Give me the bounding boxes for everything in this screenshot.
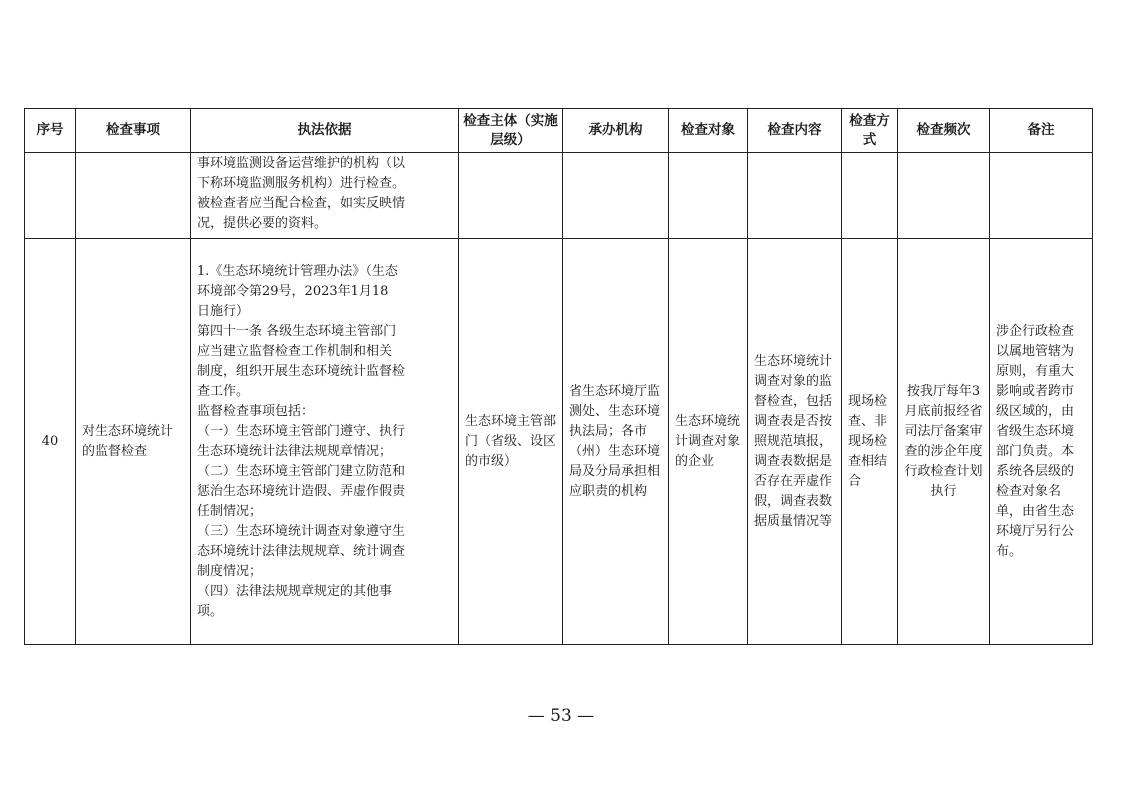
cell-organ: 省生态环境厅监测处、生态环境执法局；各市（州）生态环境局及分局承担相应职责的机构 — [563, 239, 669, 645]
basis-line: 第四十一条 各级生态环境主管部门 — [197, 323, 397, 339]
cell-empty — [76, 153, 191, 239]
basis-line: 事环境监测设备运营维护的机构（以 — [197, 156, 406, 171]
header-target: 检查对象 — [669, 109, 748, 153]
header-remark: 备注 — [990, 109, 1093, 153]
basis-line: （一）生态环境主管部门遵守、执行 — [197, 423, 406, 439]
basis-line: 惩治生态环境统计造假、弄虚作假责 — [197, 483, 406, 499]
header-row — [25, 109, 1093, 153]
basis-line: 日施行） — [197, 303, 250, 319]
cell-content: 生态环境统计调查对象的监督检查，包括调查表是否按照规范填报，调查表数据是否存在弄虚作假，调查表数据质量情况等 — [748, 239, 842, 645]
header-basis: 执法依据 — [191, 109, 459, 153]
inspection-table-container — [24, 108, 1093, 645]
basis-line: 项。 — [197, 603, 224, 619]
basis-line: （四）法律法规规章规定的其他事 — [197, 583, 393, 599]
basis-line: 下称环境监测服务机构）进行检查。 — [197, 176, 406, 191]
inspection-table — [24, 108, 1093, 645]
header-subject: 检查主体（实施层级） — [459, 109, 563, 153]
cell-empty — [669, 153, 748, 239]
cell-empty — [748, 153, 842, 239]
table-row — [25, 239, 1093, 645]
header-number: 序号 — [25, 109, 76, 153]
cell-subject: 生态环境主管部门（省级、设区的市级） — [459, 239, 563, 645]
basis-line: 制度，组织开展生态环境统计监督检 — [197, 363, 406, 379]
basis-line: 生态环境统计法律法规规章情况； — [197, 443, 393, 459]
cell-empty — [459, 153, 563, 239]
header-method: 检查方式 — [842, 109, 898, 153]
basis-line: 查工作。 — [197, 383, 250, 399]
header-frequency: 检查频次 — [898, 109, 990, 153]
page-number: — 53 — — [527, 706, 595, 726]
header-content: 检查内容 — [748, 109, 842, 153]
cell-basis — [191, 239, 459, 645]
cell-basis-continuation — [191, 153, 459, 239]
cell-method: 现场检查、非现场检查相结合 — [842, 239, 898, 645]
basis-line: 应当建立监督检查工作机制和相关 — [197, 343, 393, 359]
cell-target: 生态环境统计调查对象的企业 — [669, 239, 748, 645]
cell-empty — [563, 153, 669, 239]
basis-line: 制度情况； — [197, 563, 263, 579]
basis-line: （三）生态环境统计调查对象遵守生 — [197, 523, 406, 539]
cell-frequency: 按我厅每年3月底前报经省司法厅备案审查的涉企年度行政检查计划执行 — [898, 239, 990, 645]
cell-empty — [990, 153, 1093, 239]
table-row-continuation — [25, 153, 1093, 239]
basis-line: 况，提供必要的资料。 — [197, 216, 328, 231]
basis-line: （二）生态环境主管部门建立防范和 — [197, 463, 406, 479]
cell-number: 40 — [25, 239, 76, 645]
basis-line: 任制情况； — [197, 503, 263, 519]
basis-line: 1.《生态环境统计管理办法》（生态 — [197, 263, 398, 279]
cell-empty — [898, 153, 990, 239]
cell-empty — [842, 153, 898, 239]
basis-line: 监督检查事项包括： — [197, 403, 315, 419]
cell-remark: 涉企行政检查以属地管辖为原则，有重大影响或者跨市级区域的，由省级生态环境部门负责。本系统各层级的检查对象名单，由省生态环境厅另行公布。 — [990, 239, 1093, 645]
basis-line: 态环境统计法律法规规章、统计调查 — [197, 543, 406, 559]
header-item: 检查事项 — [76, 109, 191, 153]
basis-line: 被检查者应当配合检查，如实反映情 — [197, 196, 406, 211]
basis-line: 环境部令第29号，2023年1月18 — [197, 283, 389, 299]
cell-item: 对生态环境统计的监督检查 — [76, 239, 191, 645]
cell-empty — [25, 153, 76, 239]
header-organ: 承办机构 — [563, 109, 669, 153]
